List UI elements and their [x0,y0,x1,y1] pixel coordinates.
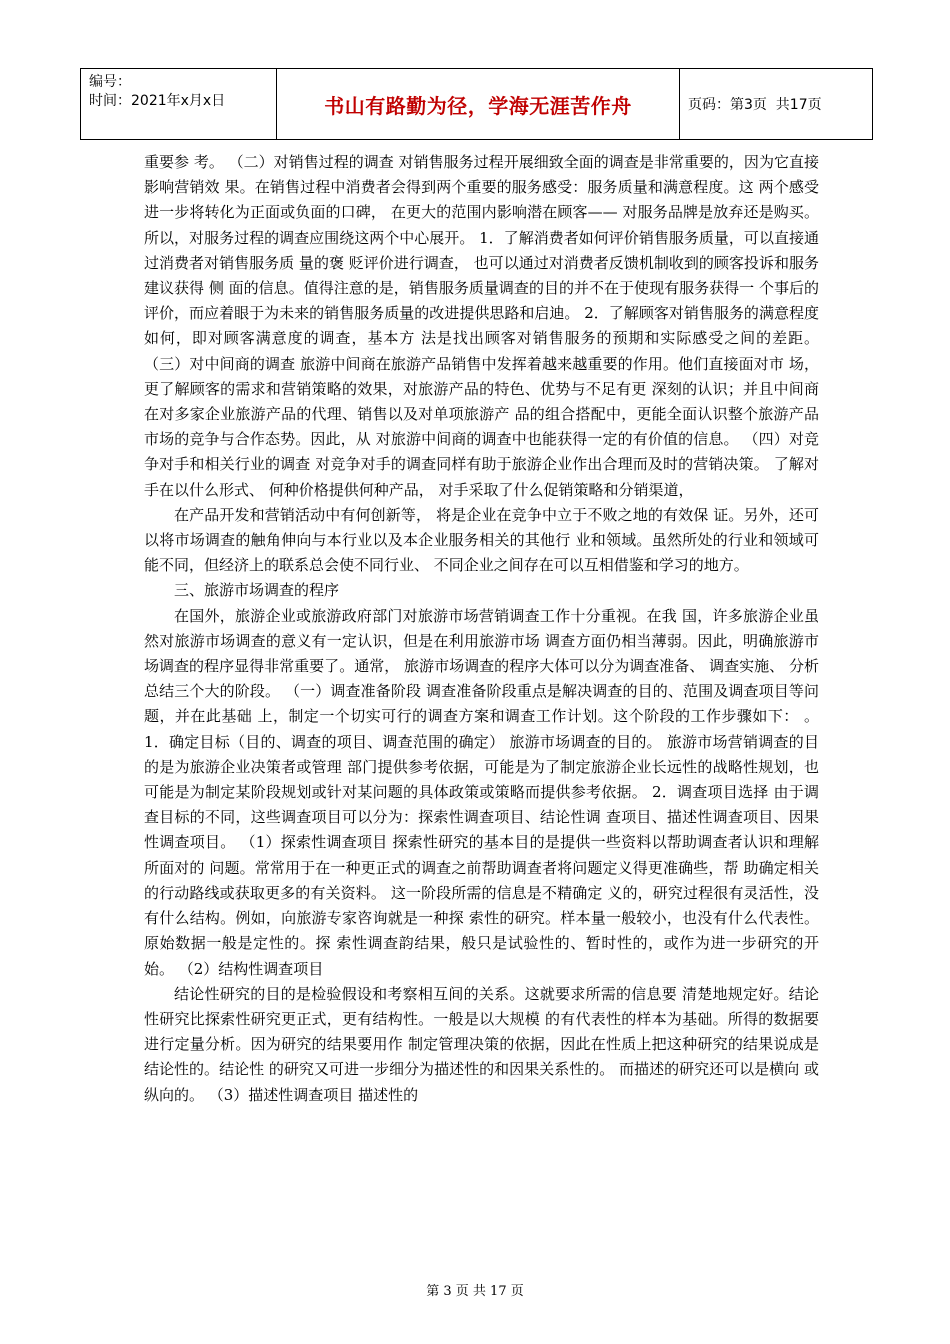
document-date: 时间：2021年x月x日 [89,93,226,109]
paragraph-3: 在国外，旅游企业或旅游政府部门对旅游市场营销调查工作十分重视。在我 国，许多旅游企业虽然对旅游市场调查的意义有一定认识，但是在利用旅游市场 调查方面仍相当薄弱。因此，明确旅游市场调查的程序显得非常重要了。通常， 旅游市场调查的程序大体可以分为调查准备、 调查实施、 分析总结三个大的阶段。 （一）调查准备阶段 调查准备阶段重点是解决调查的目的、范围及调查项目等问题，并在此基础 上，制定一个切实可行的调查方案和调查工作计划。这个阶段的工作步骤如下： 。 1．确定目标（目的、调查的项目、调查范围的确定） 旅游市场调查的目的。 旅游市场营销调查的目的是为旅游企业决策者或管理 部门提供参考依据，可能是为了制定旅游企业长远性的战略性规划，也可能是为制定某阶段规划或针对某问题的具体政策或策略而提供参考依据。 2．调查项目选择 由于调查目标的不同，这些调查项目可以分为：探索性调查项目、结论性调 查项目、描述性调查项目、因果性调查项目。 （1）探索性调查项目 探索性研究的基本目的是提供一些资料以帮助调查者认识和理解所面对的 问题。常常用于在一种更正式的调查之前帮助调查者将问题定义得更准确些，帮 助确定相关的行动路线或获取更多的有关资料。 这一阶段所需的信息是不精确定 义的，研究过程很有灵活性，没有什么结构。例如，向旅游专家咨询就是一种探 索性的研究。样本量一般较小，也没有什么代表性。原始数据一般是定性的。探 索性调查韵结果，般只是试验性的、暂时性的，或作为进一步研究的开始。 （2）结构性调查项目 [144,606,819,978]
document-body [144,150,819,1108]
header-motto: 书山有路勤为径，学海无涯苦作舟 [277,69,680,139]
page-info-text: 页码：第3页 共17页 [688,97,822,113]
paragraph-2: 在产品开发和营销活动中有何创新等， 将是企业在竞争中立于不败之地的有效保 证。另外，还可以将市场调查的触角伸向与本行业以及本企业服务相关的其他行 业和领域。虽然所处的行业和领域可能不同，但经济上的联系总会使不同行业、 不同企业之间存在可以互相借鉴和学习的地方。 [144,505,819,575]
header-meta [81,69,277,139]
paragraph-1: 重要参 考。 （二）对销售过程的调查 对销售服务过程开展细致全面的调查是非常重要的，因为它直接影响营销效 果。在销售过程中消费者会得到两个重要的服务感受：服务质量和满意程度。这 两个感受进一步将转化为正面或负面的口碑， 在更大的范围内影响潜在顾客—— 对服务品牌是放弃还是购买。所以，对服务过程的调查应围绕这两个中心展开。 1．了解消费者如何评价销售服务质量，可以直接通过消费者对销售服务质 量的褒 贬评价进行调查， 也可以通过对消费者反馈机制收到的顾客投诉和服务建议获得 侧 面的信息。值得注意的是，销售服务质量调查的目的并不在于使现有服务获得一 个事后的评价，而应着眼于为未来的销售服务质量的改进提供思路和启迪。 2．了解顾客对销售服务的满意程度如何，即对顾客满意度的调查，基本方 法是找出顾客对销售服务的预期和实际感受之间的差距。 （三）对中间商的调查 旅游中间商在旅游产品销售中发挥着越来越重要的作用。他们直接面对市 场，更了解顾客的需求和营销策略的效果，对旅游产品的特色、优势与不足有更 深刻的认识；并且中间商在对多家企业旅游产品的代理、销售以及对单项旅游产 品的组合搭配中，更能全面认识整个旅游产品市场的竞争与合作态势。因此，从 对旅游中间商的调查中也能获得一定的有价值的信息。 （四）对竞争对手和相关行业的调查 对竞争对手的调查同样有助于旅游企业作出合理而及时的营销决策。 了解对 手在以什么形式、 何种价格提供何种产品， 对手采取了什么促销策略和分销渠道， [144,153,819,499]
page-footer: 第 3 页 共 17 页 [426,1284,524,1299]
page-header [80,68,873,140]
document-number-label: 编号： [89,74,131,90]
section-heading: 三、旅游市场调查的程序 [174,581,340,600]
paragraph-4: 结论性研究的目的是检验假设和考察相互间的关系。这就要求所需的信息要 清楚地规定好。结论性研究比探索性研究更正式，更有结构性。一般是以大规模 的有代表性的样本为基础。所得的数据要进行定量分析。因为研究的结果要用作 制定管理决策的依据，因此在性质上把这种研究的结果说成是结论性的。结论性 的研究又可进一步细分为描述性的和因果关系性的。 而描述的研究还可以是横向 或纵向的。 （3）描述性调查项目 描述性的 [144,984,819,1104]
header-page-info [680,69,872,139]
